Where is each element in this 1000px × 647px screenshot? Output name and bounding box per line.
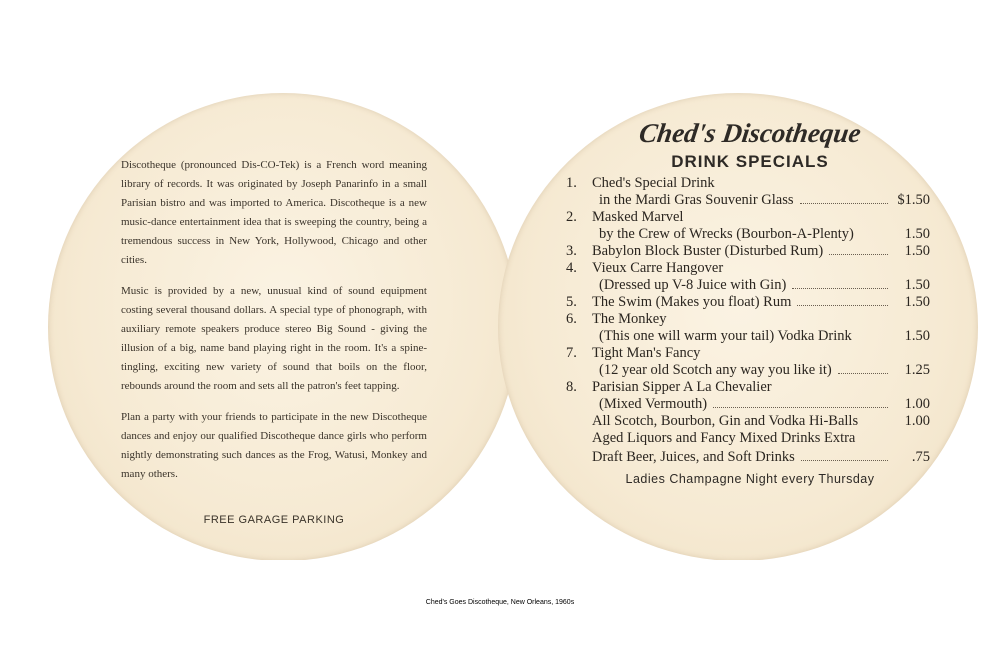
drink-name: Tight Man's Fancy [592, 345, 701, 361]
drink-price: $1.50 [897, 192, 930, 208]
drink-price: 1.25 [904, 362, 930, 378]
drink-price: 1.50 [904, 277, 930, 293]
drink-item-7 [566, 345, 930, 362]
item-number: 2. [566, 209, 577, 225]
drink-price: 1.00 [904, 396, 930, 412]
drink-item-4-detail [566, 277, 930, 294]
extra-item-draft-beer [566, 449, 930, 466]
drink-item-5 [566, 294, 930, 311]
item-number: 7. [566, 345, 577, 361]
drink-item-8 [566, 379, 930, 396]
drink-name: Parisian Sipper A La Chevalier [592, 379, 772, 395]
leader-dots [801, 449, 888, 461]
drink-list [566, 175, 930, 466]
drink-detail: by the Crew of Wrecks (Bourbon-A-Plenty) [599, 226, 854, 242]
item-number: 6. [566, 311, 577, 327]
extra-text: Draft Beer, Juices, and Soft Drinks [592, 449, 795, 465]
extra-price: 1.00 [904, 413, 930, 429]
drink-detail: (This one will warm your tail) Vodka Drink [599, 328, 852, 344]
discotheque-description [121, 156, 427, 496]
extra-price: .75 [911, 449, 930, 465]
menu-title: Ched's Discotheque [637, 118, 863, 148]
drink-name: Vieux Carre Hangover [592, 260, 724, 276]
ladies-night-notice: Ladies Champagne Night every Thursday [625, 472, 875, 486]
description-paragraph-1: Discotheque (pronounced Dis-CO-Tek) is a French word meaning library of records. It was originated by Joseph Panarinfo in a small Parisian bistro and was imported to America. Discotheque is a new music-dance entertainment idea that is sweeping the country, being a tremendous success in New York, Hollywood, Chicago and other cities. [121, 159, 427, 266]
drink-name: Masked Marvel [592, 209, 684, 225]
drink-price: 1.50 [904, 226, 930, 242]
drink-name: The Monkey [592, 311, 667, 327]
drink-detail: (Dressed up V-8 Juice with Gin) [599, 277, 787, 293]
item-number: 5. [566, 294, 577, 310]
leader-dots [829, 243, 888, 255]
item-number: 8. [566, 379, 577, 395]
drink-item-2 [566, 209, 930, 226]
drink-price: 1.50 [904, 294, 930, 310]
drink-item-6-detail [566, 328, 930, 345]
drink-item-4 [566, 260, 930, 277]
drink-detail: (12 year old Scotch any way you like it) [599, 362, 832, 378]
extra-item-aged-liquors [566, 430, 930, 447]
menu-subtitle: DRINK SPECIALS [671, 152, 829, 171]
drink-item-2-detail [566, 226, 930, 243]
drink-item-8-detail [566, 396, 930, 413]
drink-name: Ched's Special Drink [592, 175, 715, 191]
parking-notice: FREE GARAGE PARKING [203, 514, 345, 526]
drink-detail: (Mixed Vermouth) [599, 396, 708, 412]
item-number: 3. [566, 243, 577, 259]
leader-dots [797, 294, 888, 306]
drink-item-3 [566, 243, 930, 260]
drink-item-1 [566, 175, 930, 192]
drink-item-6 [566, 311, 930, 328]
extra-text: Aged Liquors and Fancy Mixed Drinks Extra [592, 430, 856, 446]
leader-dots [713, 396, 888, 408]
drink-detail: in the Mardi Gras Souvenir Glass [599, 192, 794, 208]
item-number: 1. [566, 175, 577, 191]
drink-name: The Swim (Makes you float) Rum [592, 294, 792, 310]
drink-item-1-detail [566, 192, 930, 209]
drink-price: 1.50 [904, 328, 930, 344]
leader-dots [792, 277, 888, 289]
drink-name: Babylon Block Buster (Disturbed Rum) [592, 243, 824, 259]
extra-text: All Scotch, Bourbon, Gin and Vodka Hi-Balls [592, 413, 859, 429]
leader-dots [800, 192, 888, 204]
drink-item-7-detail [566, 362, 930, 379]
description-paragraph-2: Music is provided by a new, unusual kind of sound equipment costing several thousand dollars. A special type of phonograph, with auxiliary remote speakers produce stereo Big Sound - giving the illusion of a big, name band playing right in the room. It's a spine-tingling, exciting new variety of sound that boils on the floor, rebounds around the room and sets all the patron's feet tapping. [121, 285, 427, 392]
image-caption: Ched's Goes Discotheque, New Orleans, 1960s [425, 599, 575, 606]
panel-bottom-edge [0, 560, 1000, 600]
leader-dots [838, 362, 888, 374]
extra-item-hiballs [566, 413, 930, 430]
item-number: 4. [566, 260, 577, 276]
drink-price: 1.50 [904, 243, 930, 259]
description-paragraph-3: Plan a party with your friends to participate in the new Discotheque dances and enjoy our qualified Discotheque dance girls who perform nightly demonstrating such dances as the Frog, Watusi, Monkey and many others. [121, 411, 427, 480]
